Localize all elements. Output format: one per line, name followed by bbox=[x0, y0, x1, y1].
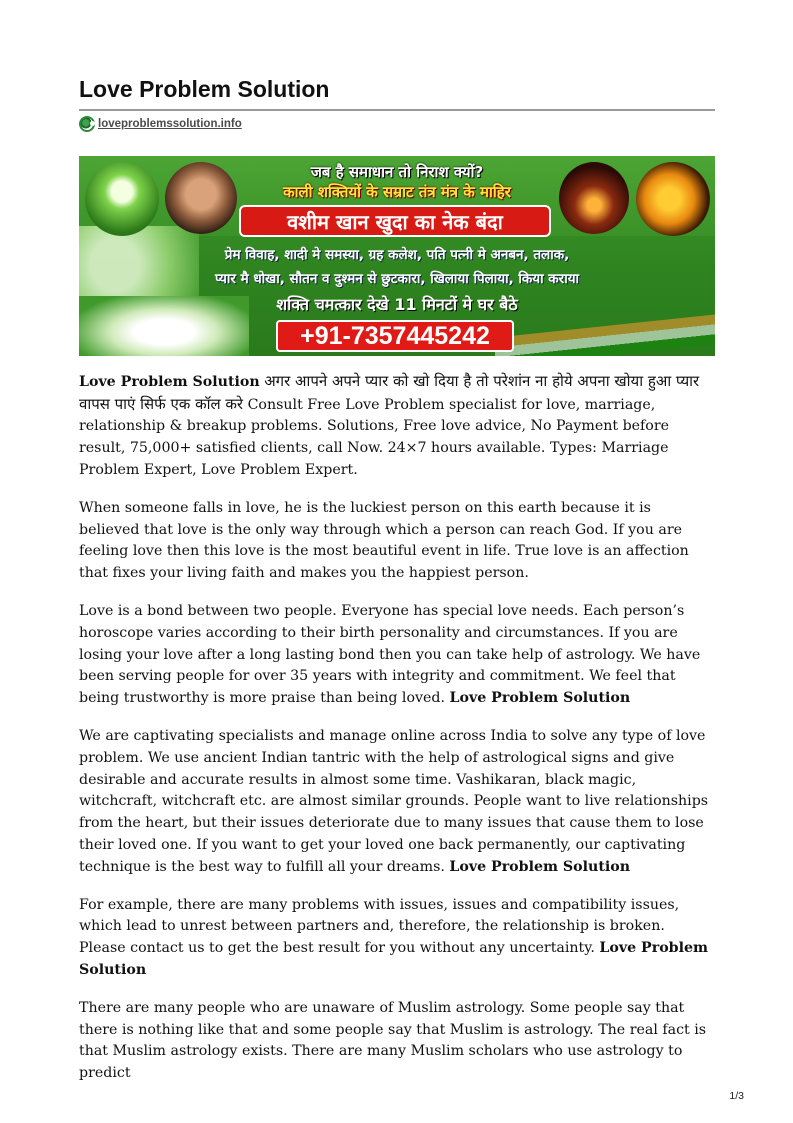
bold-keyword: Love Problem Solution bbox=[79, 940, 709, 978]
paragraph-6: There are many people who are unaware of Muslim astrology. Some people say that there is nothing like that and some people say that Muslim is astrology. The real fact is that Muslim astrology exists. There are many Muslim scholars who use astrology to predict bbox=[79, 1000, 707, 1082]
banner-name-pill: वशीम खान खुदा का नेक बंदा bbox=[239, 205, 551, 237]
title-divider bbox=[79, 109, 715, 111]
bold-keyword: Love Problem Solution bbox=[449, 858, 631, 875]
article-body bbox=[79, 371, 715, 1101]
paragraph-2: When someone falls in love, he is the luckiest person on this earth because it is believed that love is the only way through which a person can reach God. If you are feeling love then this love is the most beautiful event in life. True love is an affection that fixes your living faith and makes you the happiest person. bbox=[79, 500, 689, 582]
paragraph-intro bbox=[79, 371, 715, 482]
hindi-text: अगर आपने अपने प्यार को खो दिया है तो परेशांन ना होये अपना खोया हुआ प्यार वापस पाएं सिर्फ एक कॉल करे bbox=[79, 372, 700, 413]
banner-tagline: जब है समाधान तो निराश क्यों? bbox=[310, 163, 484, 181]
bold-keyword: Love Problem Solution bbox=[449, 690, 631, 707]
paragraph-5-text: For example, there are many problems with issues, issues and compatibility issues, which lead to unrest between partners and, therefore, the relationship is broken. Please contact us to get the best result for you without any uncertainty. bbox=[79, 896, 680, 957]
source-link[interactable]: loveproblemssolution.info bbox=[98, 118, 242, 130]
paragraph-4 bbox=[79, 726, 715, 878]
banner-promise: शक्ति चमत्कार देखे 11 मिनटों मे घर बैठे bbox=[276, 295, 518, 314]
intro-text: Consult Free Love Problem specialist for love, marriage, relationship & breakup problems. Solutions, Free love advice, No Payment before result, 75,000+ satisfied clients, call Now. 24×7 hours available. Types: Marriage Problem Expert, Love Problem Expert. bbox=[79, 396, 670, 478]
banner-services-line-1: प्रेम विवाह, शादी मे समस्या, ग्रह कलेश, पति पत्नी मे अनबन, तलाक, bbox=[224, 247, 570, 263]
banner-services-line-2: प्यार मै धोखा, सौतन व दुश्मन से छुटकारा, खिलाया पिलाया, किया कराया bbox=[214, 271, 580, 287]
page-number: 1/3 bbox=[729, 1090, 744, 1102]
flag-image bbox=[495, 314, 715, 356]
paragraph-5 bbox=[79, 895, 715, 982]
source-line bbox=[79, 116, 242, 132]
page-title: Love Problem Solution bbox=[79, 76, 330, 102]
paragraph-4-text: We are captivating specialists and manage online across India to solve any type of love problem. We use ancient Indian tantric with the help of astrological signs and give desirable and accurate results in almost some time. Vashikaran, black magic, witchcraft, witchcraft etc. are almost similar grounds. People want to live relationships from the heart, but their issues deteriorate due to many issues that cause them to lose their loved one. If you want to get your loved one back permanently, our captivating technique is the best way to fulfill all your dreams. bbox=[79, 728, 709, 875]
paragraph-3-text: Love is a bond between two people. Everyone has special love needs. Each person’s horoscope varies according to their birth personality and circumstances. If you are losing your love after a long lasting bond then you can take help of astrology. We have been serving people for over 35 years with integrity and commitment. We feel that being trustworthy is more praise than being loved. bbox=[79, 603, 701, 707]
banner-subtitle: काली शक्तियों के सम्राट तंत्र मंत्र के माहिर bbox=[283, 183, 511, 201]
advertisement-banner bbox=[79, 156, 715, 356]
site-logo-icon bbox=[79, 116, 95, 132]
paragraph-3 bbox=[79, 601, 715, 710]
banner-phone-number: +91-7357445242 bbox=[276, 320, 514, 352]
bold-keyword: Love Problem Solution bbox=[79, 374, 260, 390]
